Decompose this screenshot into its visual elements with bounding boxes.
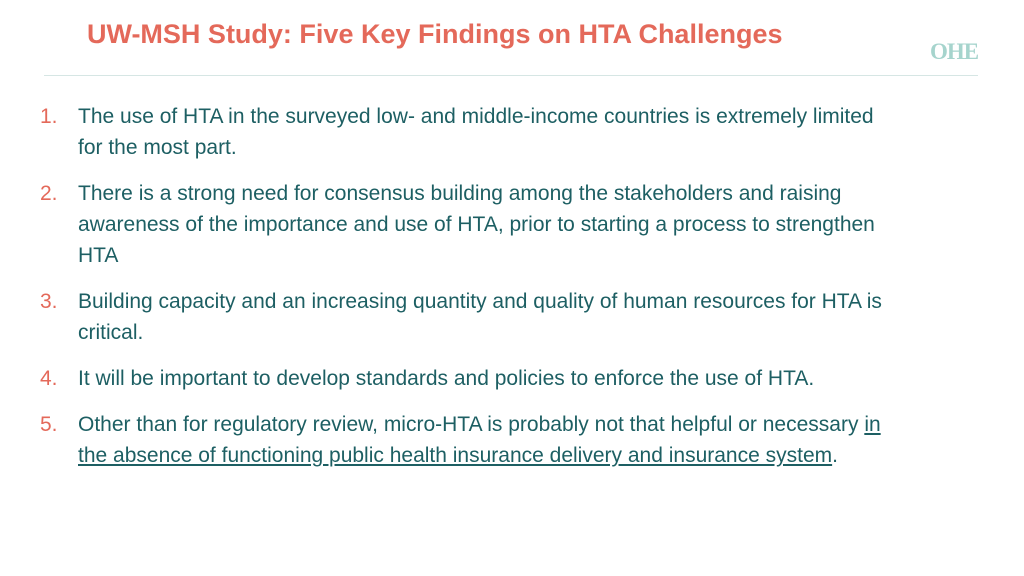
finding-text-before-link: Other than for regulatory review, micro-HTA is probably not that helpful or necessary [78,413,865,436]
finding-item-4 [0,363,900,394]
finding-number: 3. [40,290,58,313]
finding-text: Building capacity and an increasing quantity and quality of human resources for HTA is critical. [78,290,882,344]
finding-text: It will be important to develop standards and policies to enforce the use of HTA. [78,367,815,390]
finding-item-2 [0,178,900,271]
finding-number: 5. [40,413,58,436]
finding-number: 4. [40,367,58,390]
title-divider [44,75,978,76]
findings-list [0,101,900,486]
finding-item-1 [0,101,900,163]
finding-text: There is a strong need for consensus building among the stakeholders and raising awareness of the importance and use of HTA, prior to starting a process to strengthen HTA [78,182,875,267]
finding-item-3 [0,286,900,348]
slide-title: UW-MSH Study: Five Key Findings on HTA Challenges [87,19,783,49]
finding-item-5 [0,409,900,471]
insurance-system-link[interactable]: in the absence of functioning public health insurance delivery and insurance system [78,413,881,467]
ohe-logo: OHE [930,39,979,64]
finding-number: 2. [40,182,58,205]
finding-text-after-link: . [832,444,838,467]
finding-number: 1. [40,105,58,128]
finding-text: The use of HTA in the surveyed low- and middle-income countries is extremely limited for the most part. [78,105,874,159]
